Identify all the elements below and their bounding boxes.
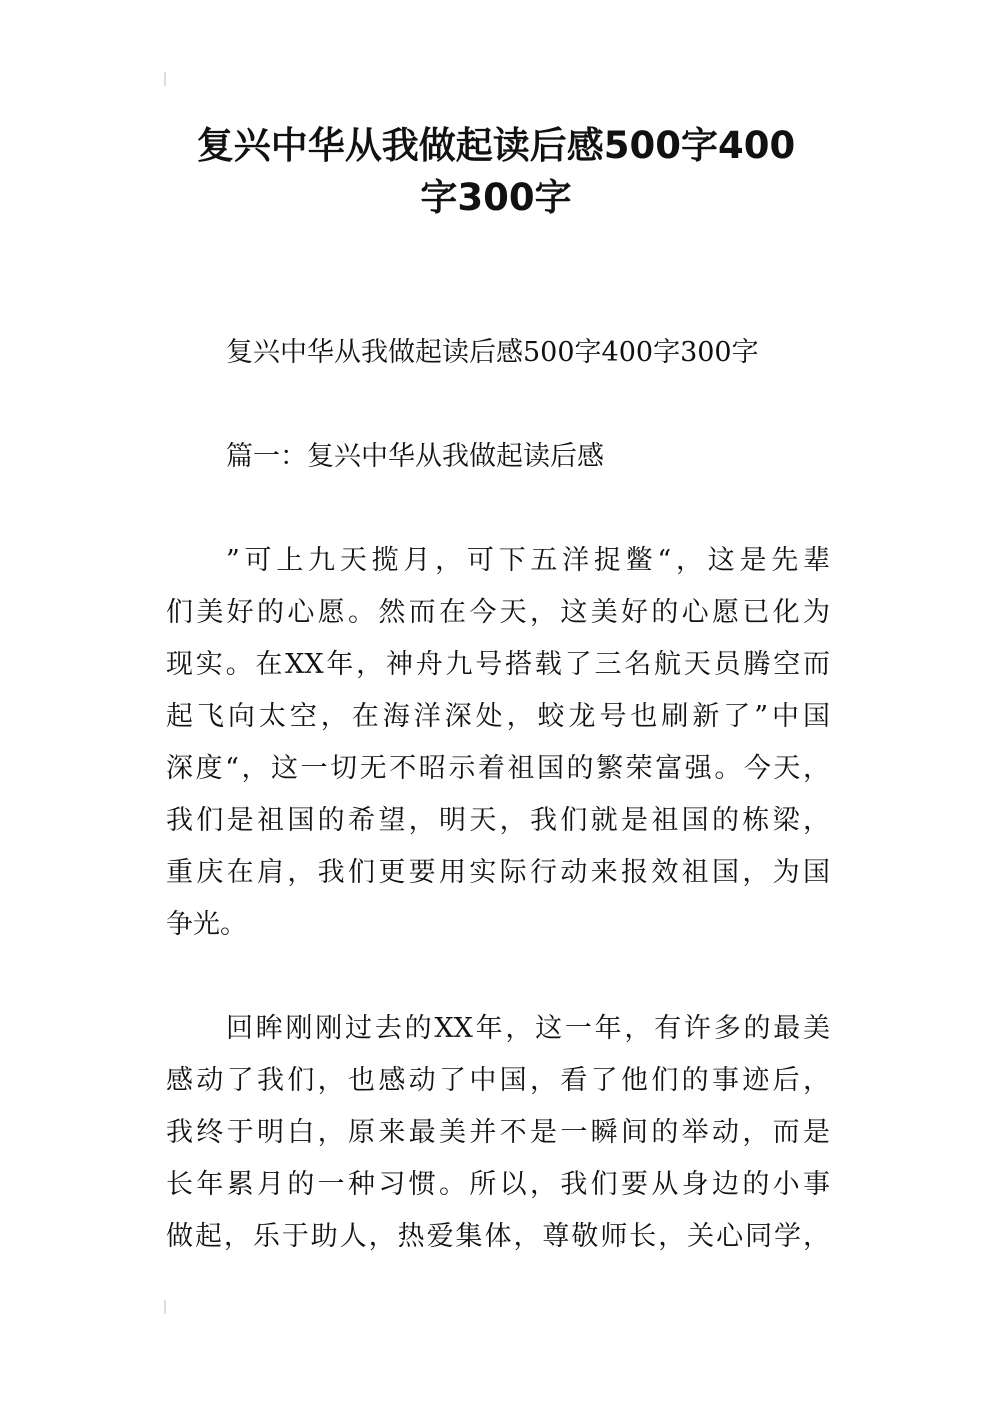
document-title-line-1: 复兴中华从我做起读后感500字400	[196, 124, 796, 167]
paragraph-line: 我们是祖国的希望，明天，我们就是祖国的栋梁，	[166, 805, 830, 836]
paragraph-line: 争光。	[166, 909, 247, 940]
document-title-line-2: 字300字	[420, 176, 572, 219]
paragraph-line: 重庆在肩，我们更要用实际行动来报效祖国，为国	[166, 857, 830, 888]
paragraph-line: 长年累月的一种习惯。所以，我们要从身边的小事	[166, 1169, 830, 1200]
paragraph-line: 回眸刚刚过去的XX年，这一年，有许多的最美	[226, 1013, 830, 1044]
paragraph-line: ”可上九天揽月，可下五洋捉鳖“，这是先辈	[226, 545, 830, 576]
paragraph-line: 们美好的心愿。然而在今天，这美好的心愿已化为	[166, 597, 830, 628]
paragraph-line: 做起，乐于助人，热爱集体，尊敬师长，关心同学，	[166, 1221, 830, 1252]
page-corner-mark	[164, 1300, 166, 1314]
subtitle: 复兴中华从我做起读后感500字400字300字	[226, 337, 759, 368]
paragraph-line: 我终于明白，原来最美并不是一瞬间的举动，而是	[166, 1117, 830, 1148]
page-corner-mark	[164, 72, 166, 86]
paragraph-line: 深度“，这一切无不昭示着祖国的繁荣富强。今天，	[166, 753, 830, 784]
paragraph-line: 感动了我们，也感动了中国，看了他们的事迹后，	[166, 1065, 830, 1096]
paragraph-line: 起飞向太空，在海洋深处，蛟龙号也刷新了”中国	[166, 701, 830, 732]
paragraph-line: 现实。在XX年，神舟九号搭载了三名航天员腾空而	[166, 649, 830, 680]
section-heading: 篇一：复兴中华从我做起读后感	[226, 441, 604, 472]
